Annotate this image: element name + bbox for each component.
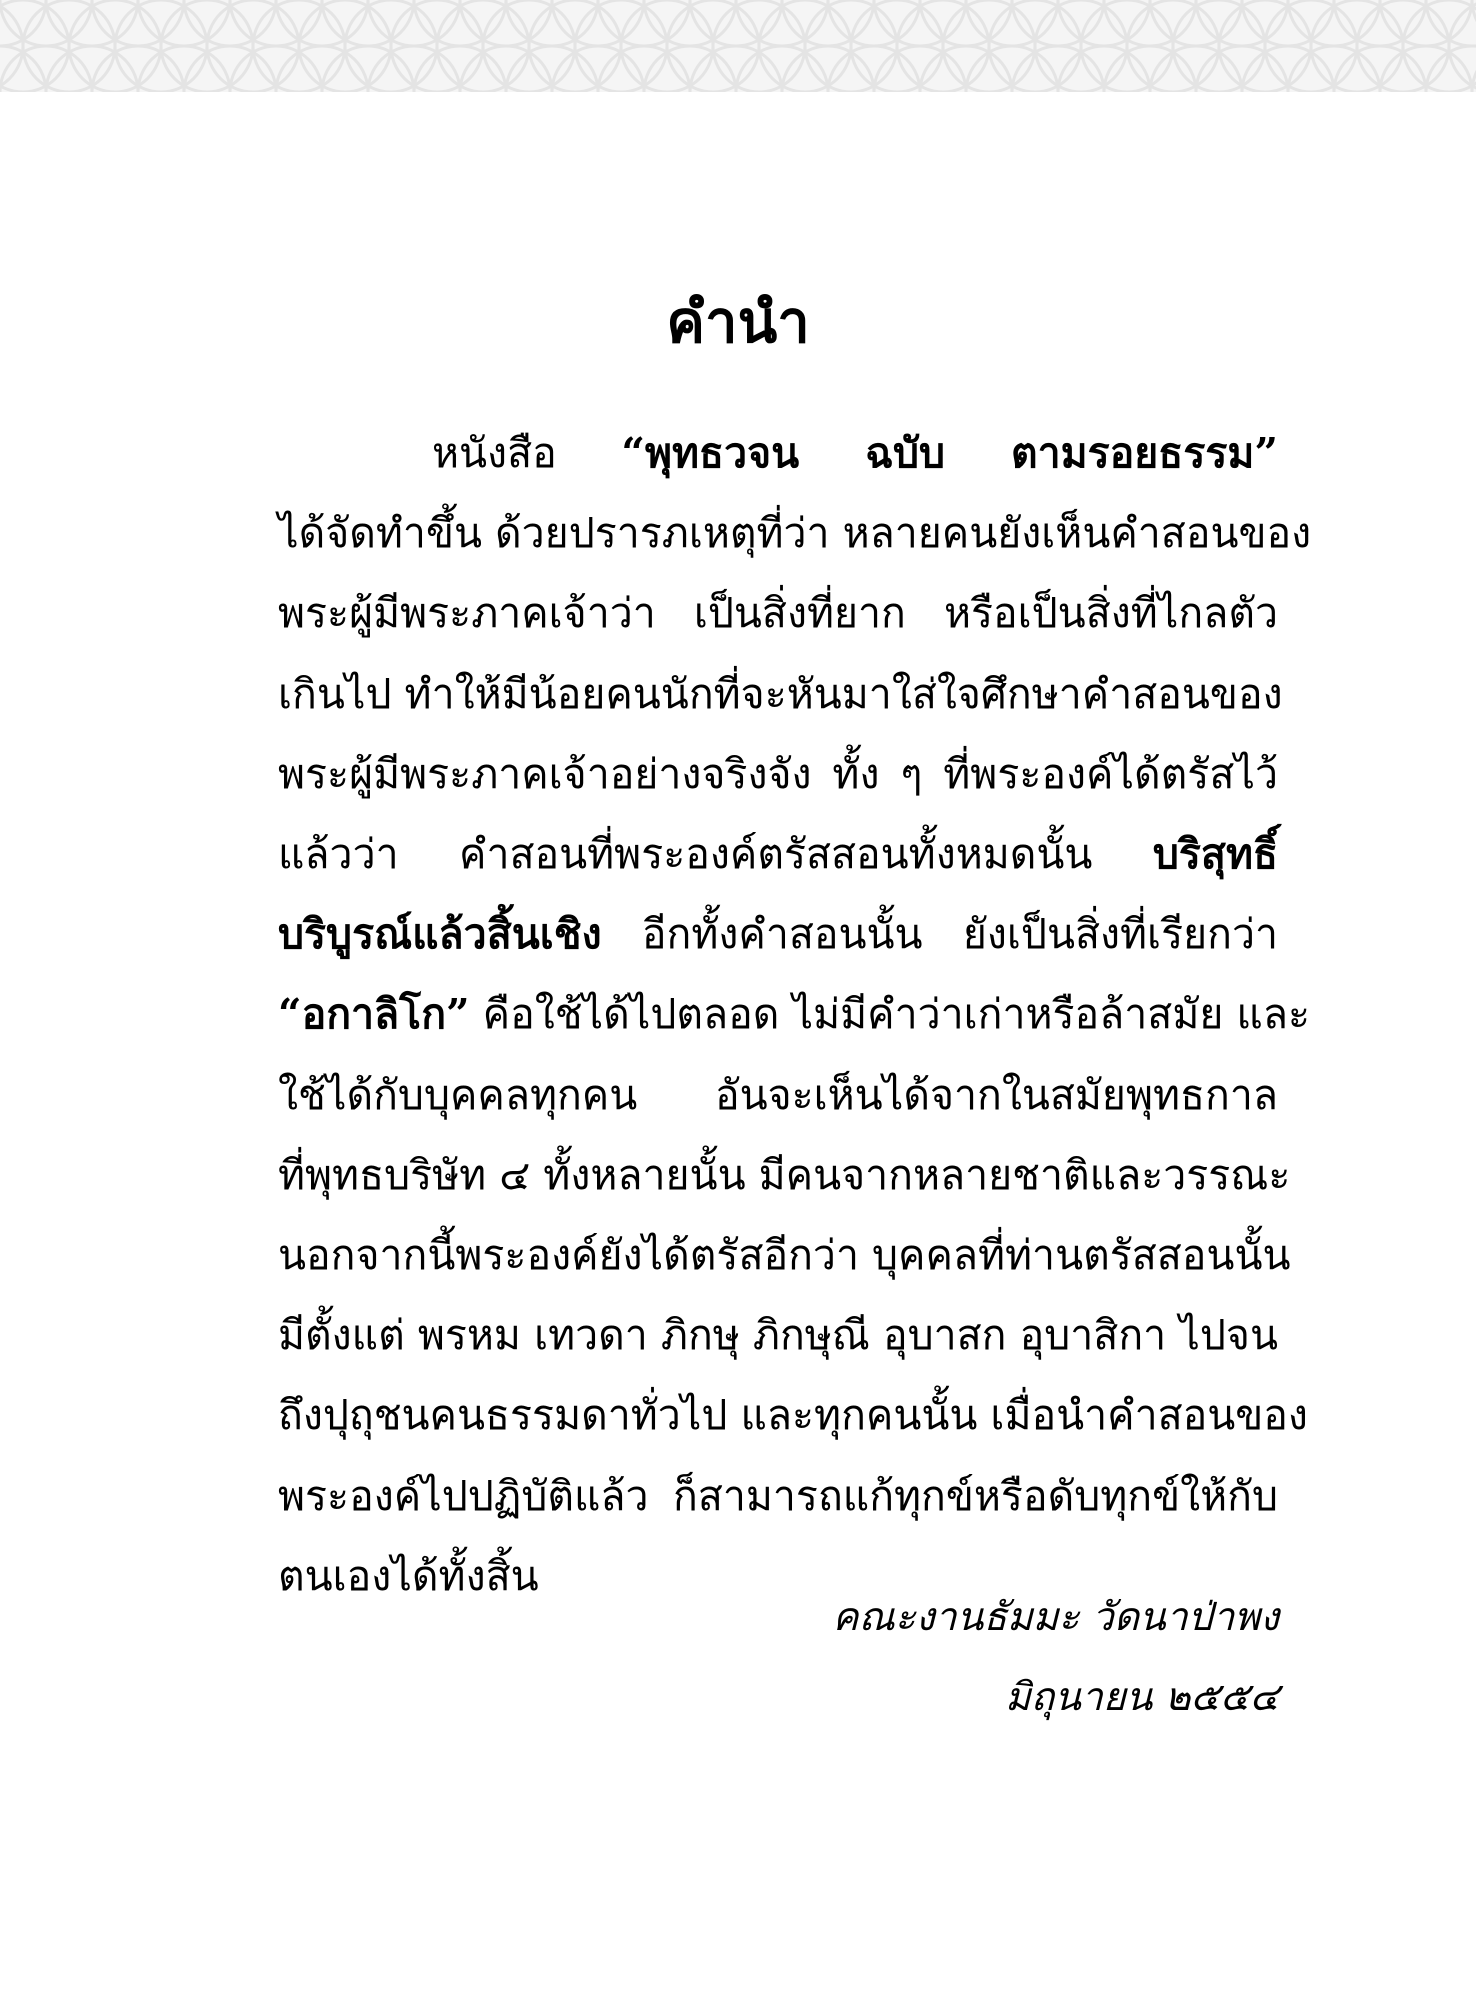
page-title: คำนำ — [666, 288, 810, 356]
body-text-segment: พระผู้มีพระภาคเจ้าว่า เป็นสิ่งที่ยาก หรือเป็นสิ่งที่ไกลตัว — [278, 589, 1278, 637]
body-line — [278, 1295, 1278, 1375]
circle-pattern-icon — [0, 0, 1476, 92]
body-text-segment: อีกทั้งคำสอนนั้น ยังเป็นสิ่งที่เรียกว่า — [601, 910, 1278, 958]
body-text-segment: ที่พุทธบริษัท ๔ ทั้งหลายนั้น มีคนจากหลายชาติและวรรณะ — [278, 1151, 1291, 1199]
body-text-segment: พระผู้มีพระภาคเจ้าอย่างจริงจัง ทั้ง ๆ ที่พระองค์ได้ตรัสไว้ — [278, 750, 1278, 798]
body-text-segment: หนังสือ — [432, 429, 622, 477]
body-line — [278, 974, 1310, 1054]
body-text-segment: ตนเองได้ทั้งสิ้น — [278, 1552, 539, 1600]
body-text-segment: พระองค์ไปปฏิบัติแล้ว ก็สามารถแก้ทุกข์หรือดับทุกข์ให้กับ — [278, 1472, 1278, 1520]
body-line — [278, 1135, 1291, 1215]
body-line — [278, 734, 1278, 814]
body-text-segment: คือใช้ได้ไปตลอด ไม่มีคำว่าเก่าหรือล้าสมัย และ — [469, 990, 1310, 1038]
body-line — [432, 413, 1278, 493]
body-line — [278, 573, 1278, 653]
emphasized-text: บริบูรณ์แล้วสิ้นเชิง — [278, 910, 602, 958]
emphasized-text: “พุทธวจน ฉบับ ตามรอยธรรม” — [621, 429, 1278, 477]
decorative-pattern-band — [0, 0, 1476, 92]
body-line — [278, 1215, 1291, 1295]
body-line — [278, 814, 1278, 894]
body-line — [278, 894, 1278, 974]
body-text-segment: แล้วว่า คำสอนที่พระองค์ตรัสสอนทั้งหมดนั้น — [278, 830, 1153, 878]
body-text-segment: นอกจากนี้พระองค์ยังได้ตรัสอีกว่า บุคคลที่ท่านตรัสสอนนั้น — [278, 1231, 1291, 1279]
signature-date: มิถุนายน ๒๕๕๔ — [1004, 1675, 1279, 1720]
body-line — [278, 1055, 1278, 1135]
emphasized-text: บริสุทธิ์ — [1152, 830, 1278, 878]
body-text-segment: ได้จัดทำขึ้น ด้วยปรารภเหตุที่ว่า หลายคนยังเห็นคำสอนของ — [278, 509, 1312, 557]
body-text-segment: มีตั้งแต่ พรหม เทวดา ภิกษุ ภิกษุณี อุบาสก อุบาสิกา ไปจน — [278, 1311, 1278, 1359]
body-line — [278, 654, 1283, 734]
body-line — [278, 1456, 1278, 1536]
body-line — [278, 1375, 1308, 1455]
signature-author: คณะงานธัมมะ วัดนาป่าพง — [832, 1595, 1279, 1640]
body-text-segment: ใช้ได้กับบุคคลทุกคน อันจะเห็นได้จากในสมัยพุทธกาล — [278, 1071, 1278, 1119]
body-line — [278, 493, 1312, 573]
body-text-segment: เกินไป ทำให้มีน้อยคนนักที่จะหันมาใส่ใจศึกษาคำสอนของ — [278, 670, 1283, 718]
emphasized-text: “อกาลิโก” — [278, 990, 470, 1038]
body-text-segment: ถึงปุถุชนคนธรรมดาทั่วไป และทุกคนนั้น เมื่อนำคำสอนของ — [278, 1391, 1308, 1439]
